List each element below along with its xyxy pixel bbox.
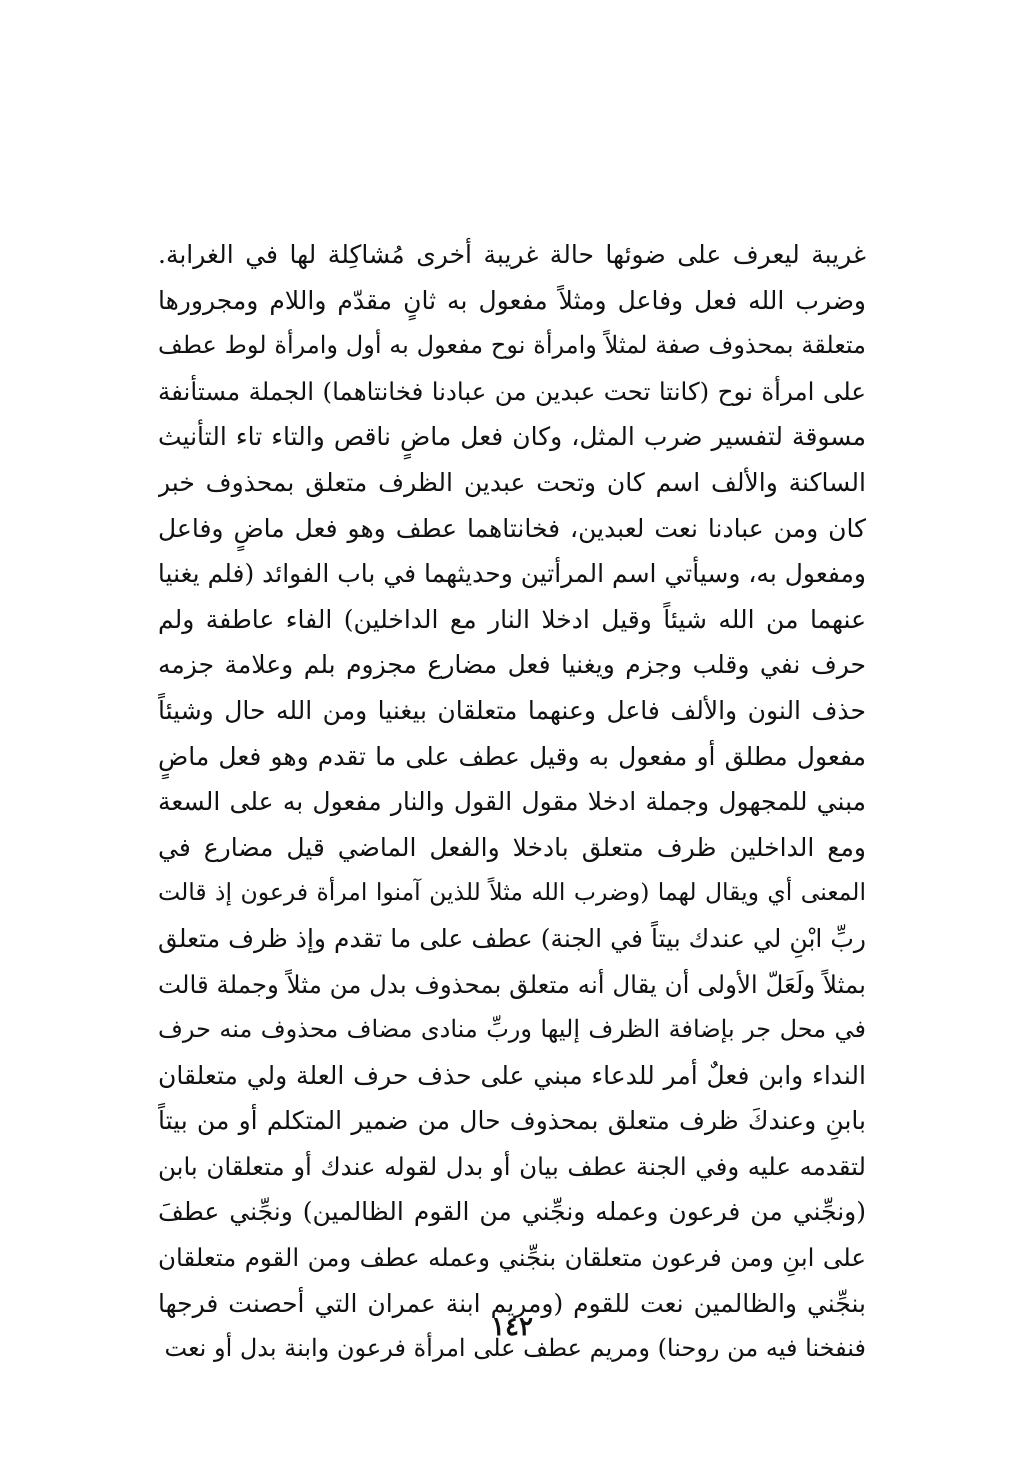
text-line: مبني للمجهول وجملة ادخلا مقول القول والنار مفعول به على السعة (158, 787, 866, 817)
text-line: فنفخنا فيه من روحنا) ومريم عطف على امرأة فرعون وابنة بدل أو نعت (164, 1334, 866, 1363)
page-number: ١٤٢ (491, 1312, 533, 1342)
text-line: على امرأة نوح (كانتا تحت عبدين من عبادنا فخانتاهما) الجملة مستأنفة (158, 376, 866, 406)
text-line: بنجِّني والظالمين نعت للقوم (ومريم ابنة عمران التي أحصنت فرجها (158, 1288, 866, 1318)
text-line: في محل جر بإضافة الظرف إليها وربِّ منادى مضاف محذوف منه حرف (158, 1015, 866, 1044)
text-line: ومفعول به، وسيأتي اسم المرأتين وحديثهما في باب الفوائد (فلم يغنيا (158, 559, 866, 589)
text-line: متعلقة بمحذوف صفة لمثلاً وامرأة نوح مفعول به أول وامرأة لوط عطف (158, 331, 866, 360)
text-line: مسوقة لتفسير ضرب المثل، وكان فعل ماضٍ ناقص والتاء تاء التأنيث (158, 422, 866, 452)
text-line: لتقدمه عليه وفي الجنة عطف بيان أو بدل لقوله عندك أو متعلقان بابن (158, 1151, 866, 1181)
text-line: حرف نفي وقلب وجزم ويغنيا فعل مضارع مجزوم بلم وعلامة جزمه (158, 650, 866, 680)
text-line: بابنِ وعندكَ ظرف متعلق بمحذوف حال من ضمير المتكلم أو من بيتاً (158, 1106, 866, 1136)
text-line: غريبة ليعرف على ضوئها حالة غريبة أخرى مُشاكِلة لها في الغرابة. (158, 240, 866, 269)
text-line: عنهما من الله شيئاً وقيل ادخلا النار مع الداخلين) الفاء عاطفة ولم (158, 604, 866, 634)
text-line: وضرب الله فعل وفاعل ومثلاً مفعول به ثانٍ مقدّم واللام ومجرورها (158, 285, 866, 315)
text-line: النداء وابن فعلٌ أمر للدعاء مبني على حذف حرف العلة ولي متعلقان (158, 1060, 866, 1090)
text-line: ومع الداخلين ظرف متعلق بادخلا والفعل الماضي قيل مضارع في (158, 832, 866, 862)
text-line: على ابنِ ومن فرعون متعلقان بنجِّني وعمله عطف ومن القوم متعلقان (158, 1243, 866, 1273)
text-line: ربِّ ابْنِ لي عندك بيتاً في الجنة) عطف على ما تقدم وإذ ظرف متعلق (158, 923, 866, 953)
text-line: بمثلاً ولَعَلّ الأولى أن يقال أنه متعلق بمحذوف بدل من مثلاً وجملة قالت (158, 969, 866, 999)
body-text (158, 232, 866, 1372)
text-line: (ونجِّني من فرعون وعمله ونجِّني من القوم الظالمين) ونجِّني عطفَ (158, 1197, 866, 1227)
text-line: المعنى أي ويقال لهما (وضرب الله مثلاً للذين آمنوا امرأة فرعون إذ قالت (158, 878, 866, 907)
text-line: حذف النون والألف فاعل وعنهما متعلقان بيغنيا ومن الله حال وشيئاً (158, 695, 866, 725)
text-line: الساكنة والألف اسم كان وتحت عبدين الظرف متعلق بمحذوف خبر (158, 467, 866, 497)
text-line: كان ومن عبادنا نعت لعبدين، فخانتاهما عطف وهو فعل ماضٍ وفاعل (158, 513, 866, 543)
text-line: مفعول مطلق أو مفعول به وقيل عطف على ما تقدم وهو فعل ماضٍ (158, 741, 866, 771)
